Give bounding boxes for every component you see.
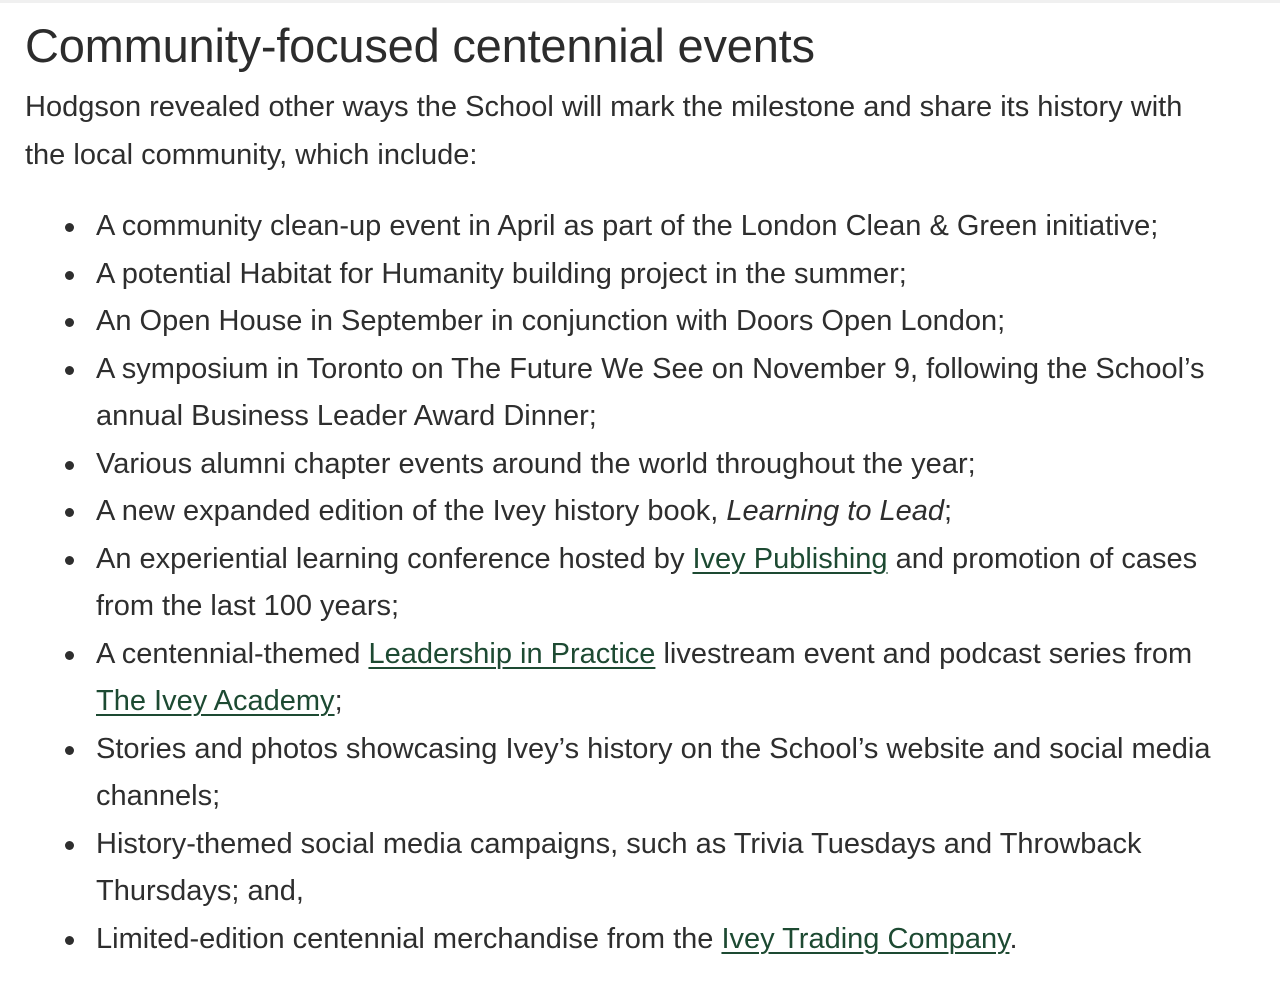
list-item-text: Various alumni chapter events around the world throughout the year; [96, 447, 976, 480]
ivey-academy-link[interactable]: The Ivey Academy [96, 685, 335, 717]
ivey-publishing-link[interactable]: Ivey Publishing [692, 542, 888, 575]
section-heading: Community-focused centennial events [25, 19, 815, 72]
bullet-icon [65, 318, 74, 327]
top-divider [0, 0, 1280, 3]
intro-paragraph: Hodgson revealed other ways the School will mark the milestone and share its history with the local community, which include: [25, 91, 1183, 171]
list-item-text: A symposium in Toronto on The Future We See on November 9, following the School’s annual Business Leader Award Dinner; [96, 352, 1205, 432]
list-item-text: A community clean-up event in April as part of the London Clean & Green initiative; [96, 210, 1159, 242]
list-item [25, 251, 1236, 299]
events-list [25, 203, 1265, 963]
list-item-text: An Open House in September in conjunction with Doors Open London; [96, 305, 1006, 337]
bullet-icon [65, 651, 74, 660]
ivey-trading-company-link[interactable]: Ivey Trading Company [721, 922, 1010, 955]
list-item [25, 726, 1236, 821]
list-item [25, 916, 1236, 964]
list-item [25, 203, 1236, 251]
list-item-text: ; [944, 495, 953, 527]
bullet-icon [65, 556, 74, 565]
list-item [25, 346, 1236, 441]
list-item [25, 488, 1236, 536]
bullet-icon [65, 223, 74, 232]
article-section [25, 14, 1265, 963]
list-item-text: Limited-edition centennial merchandise from the [96, 922, 722, 955]
book-title: Learning to Lead [726, 495, 945, 527]
list-item [25, 441, 1236, 489]
bullet-icon [65, 366, 74, 375]
leadership-in-practice-link[interactable]: Leadership in Practice [368, 637, 656, 670]
list-item-text: Stories and photos showcasing Ivey’s history on the School’s website and social media channels; [96, 732, 1211, 812]
list-item-text: History-themed social media campaigns, such as Trivia Tuesdays and Throwback Thursdays; and, [96, 827, 1142, 907]
bullet-icon [65, 271, 74, 280]
list-item-text: livestream event and podcast series from [655, 637, 1193, 670]
bullet-icon [65, 746, 74, 755]
list-item [25, 821, 1236, 916]
list-item-text: . [1009, 922, 1018, 955]
bullet-icon [65, 841, 74, 850]
list-item-text: ; [334, 685, 343, 717]
list-item [25, 298, 1236, 346]
list-item-text: An experiential learning conference hosted by [96, 542, 693, 575]
list-item [25, 536, 1236, 631]
list-item [25, 631, 1236, 726]
bullet-icon [65, 936, 74, 945]
list-item-text: A potential Habitat for Humanity building project in the summer; [96, 257, 907, 290]
list-item-text: and promotion of cases from the last 100 years; [96, 542, 1198, 622]
list-item-text: A new expanded edition of the Ivey history book, [96, 495, 727, 527]
bullet-icon [65, 508, 74, 517]
bullet-icon [65, 461, 74, 470]
list-item-text: A centennial-themed [96, 637, 369, 670]
